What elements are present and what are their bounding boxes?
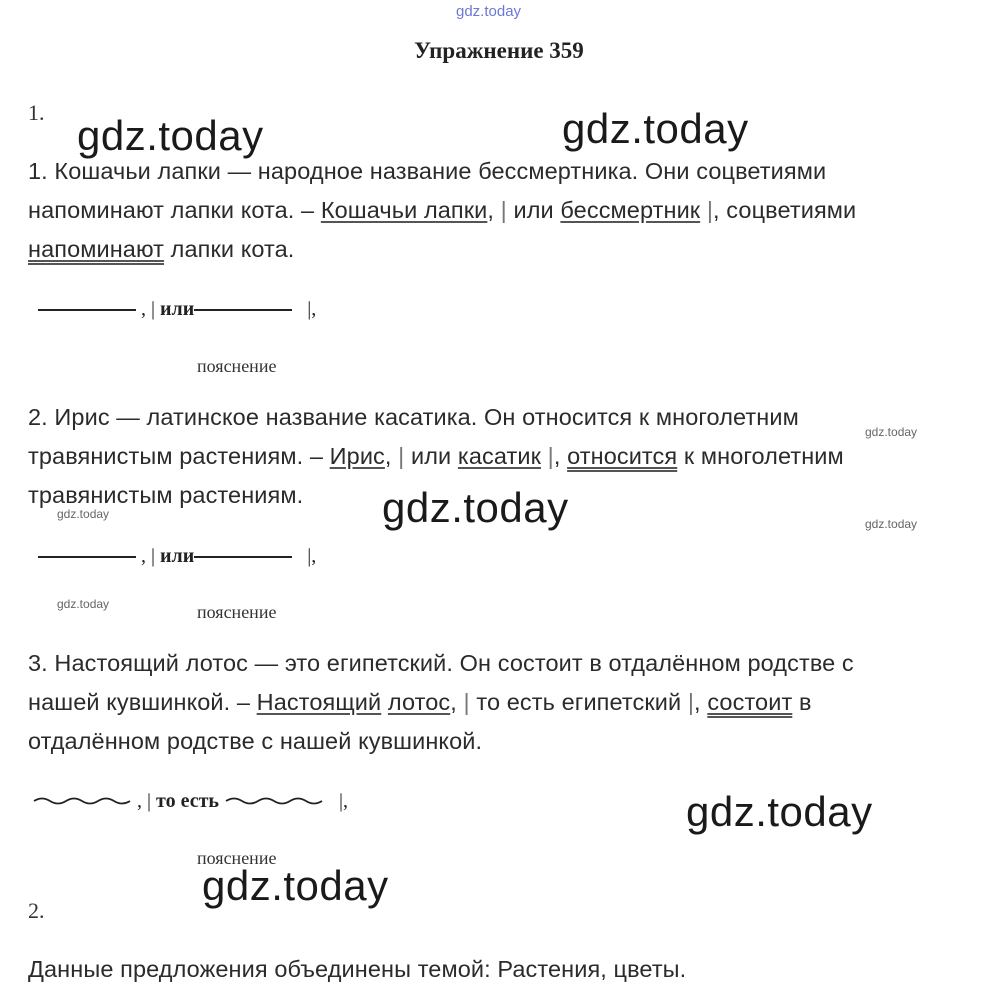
sentence-3-line-3: отдалённом родстве с нашей кувшинкой.: [28, 728, 483, 754]
watermark: gdz.today: [382, 484, 569, 531]
section-1-label: 1.: [28, 100, 45, 125]
scheme-2: , | или |,: [38, 545, 316, 568]
watermark: gdz.today: [77, 112, 264, 159]
sentence-3-line-1: 3. Настоящий лотос — это египетский. Он состоит в отдалённом родстве с: [28, 650, 854, 676]
note-label: пояснение: [197, 356, 277, 376]
appositive: касатик: [457, 443, 541, 469]
subject: лотос: [387, 689, 451, 715]
watermark-small: gdz.today: [57, 597, 110, 611]
subject: Ирис: [329, 443, 385, 469]
wavy-line-icon: [32, 796, 132, 806]
watermark-small: gdz.today: [865, 425, 918, 439]
sentence-1-line-2: напоминают лапки кота. – Кошачьи лапки, | или бессмертник |, соцветиями: [28, 197, 857, 223]
predicate: состоит: [707, 689, 793, 715]
page-title: Упражнение 359: [414, 38, 584, 63]
sentence-3-line-2: нашей кувшинкой. – Настоящий лотос, | то есть египетский |, состоит в: [28, 689, 812, 715]
predicate: относится: [567, 443, 678, 469]
appositive: бессмертник: [560, 197, 701, 223]
watermark: gdz.today: [202, 862, 389, 909]
watermark-small: gdz.today: [865, 517, 918, 531]
watermark: gdz.today: [562, 105, 749, 152]
watermark-top: gdz.today: [456, 3, 522, 20]
scheme-1: , | или |,: [38, 298, 316, 321]
underline-mark: [38, 309, 136, 311]
underline-mark: [194, 556, 292, 558]
watermark-small: gdz.today: [57, 507, 110, 521]
sentence-2-line-2: травянистым растениям. – Ирис, | или касатик |, относится к многолетним: [28, 443, 844, 469]
sentence-2-line-1: 2. Ирис — латинское название касатика. Он относится к многолетним: [28, 404, 799, 430]
watermark: gdz.today: [686, 788, 873, 835]
scheme-3: , | то есть |,: [32, 790, 348, 813]
sentence-1-line-1: 1. Кошачьи лапки — народное название бессмертника. Они соцветиями: [28, 158, 827, 184]
section-2-label: 2.: [28, 898, 45, 923]
sentence-1-line-3: напоминают лапки кота.: [28, 236, 295, 262]
predicate: напоминают: [28, 236, 165, 262]
note-label: пояснение: [197, 602, 277, 622]
attribute: Настоящий: [256, 689, 382, 715]
subject: Кошачьи лапки: [320, 197, 488, 223]
wavy-line-icon: [224, 796, 324, 806]
underline-mark: [38, 556, 136, 558]
sentence-2-line-3: травянистым растениям.: [28, 482, 304, 508]
note-label: пояснение: [197, 848, 277, 868]
underline-mark: [194, 309, 292, 311]
conclusion-text: Данные предложения объединены темой: Растения, цветы.: [28, 956, 687, 982]
